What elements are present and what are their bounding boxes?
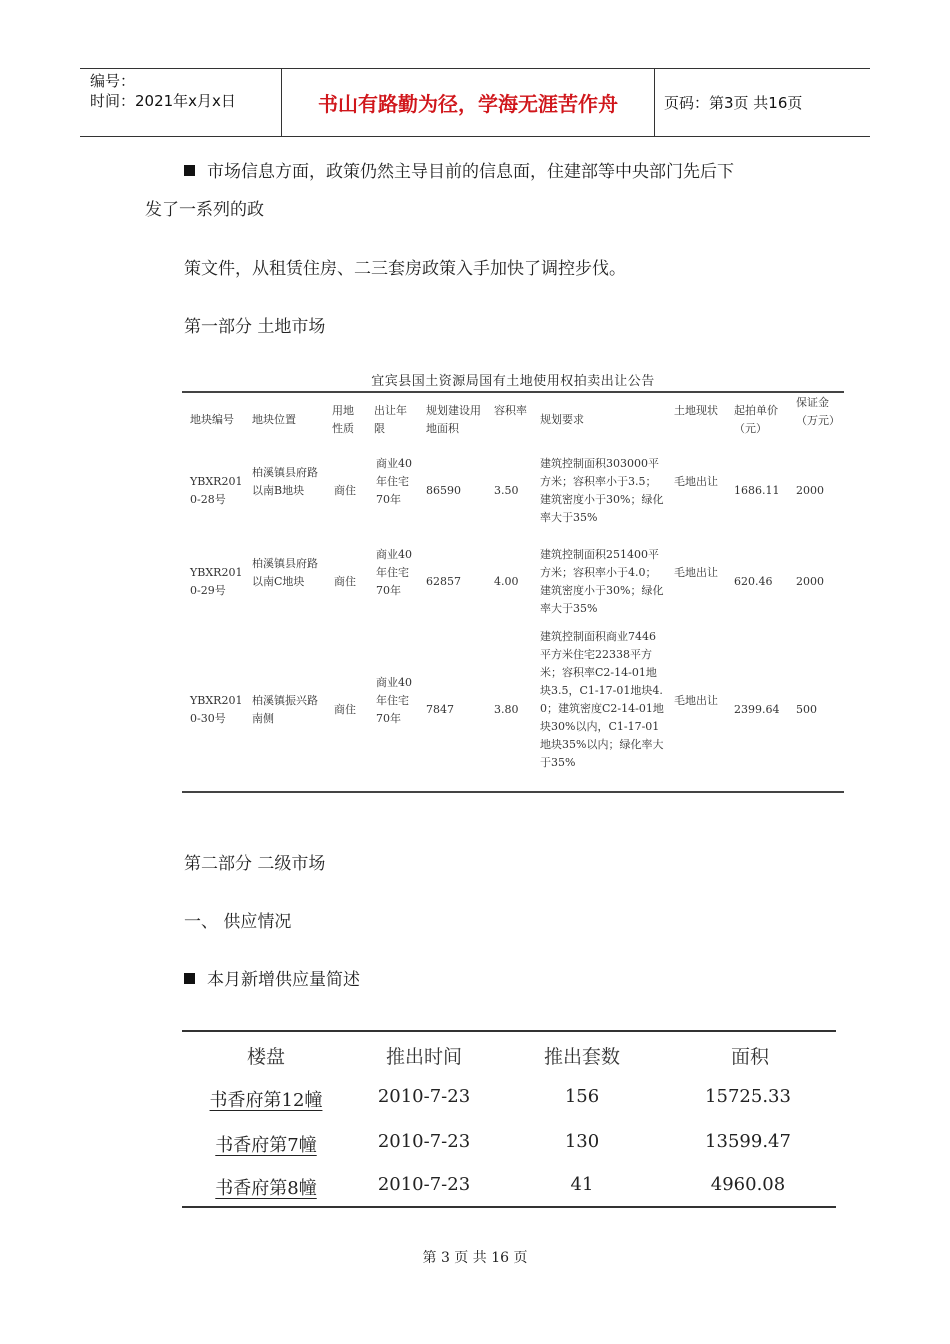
section-heading-land-market: 第一部分 土地市场 — [184, 317, 326, 337]
header-bottom-rule — [80, 136, 870, 137]
cell-land-use: 商住 — [334, 575, 356, 588]
cell-units: 156 — [564, 1086, 600, 1107]
supply-top-rule — [182, 1030, 836, 1032]
land-auction-title: 宜宾县国土资源局国有土地使用权拍卖出让公告 — [371, 374, 655, 389]
cell-launch-date: 2010-7-23 — [377, 1174, 471, 1195]
cell-plan: 建筑控制面积商业7446平方米住宅22338平方米；容积率C2-14-01地块3.5，C1-17-01地块4.0；建筑密度C2-14-01地块30%以内，C1-17-01地块35%以内；绿化率大于35% — [540, 630, 664, 769]
cell-term: 商业40年住宅70年 — [376, 548, 412, 597]
land-auction-table — [182, 362, 844, 794]
cell-start-price: 2399.64 — [734, 703, 780, 716]
cell-start-price: 620.46 — [734, 575, 773, 588]
cell-area: 4960.08 — [710, 1174, 786, 1195]
cell-far: 3.80 — [494, 703, 519, 716]
cell-term: 商业40年住宅70年 — [376, 676, 412, 725]
bullet-square-icon — [184, 165, 195, 176]
header-page-label: 页码：第3页 共16页 — [664, 94, 803, 112]
cell-plot-id: YBXR2010-28号 — [190, 475, 243, 506]
new-supply-table — [182, 1026, 836, 1212]
bullet-square-icon — [184, 973, 195, 984]
cell-far: 3.50 — [494, 484, 519, 497]
cell-launch-date: 2010-7-23 — [377, 1086, 471, 1107]
col-header-land-use: 用地性质 — [332, 404, 354, 435]
cell-status: 毛地出让 — [674, 475, 718, 488]
col-header-far: 容积率 — [494, 404, 527, 417]
cell-term: 商业40年住宅70年 — [376, 457, 412, 506]
page-footer: 第 3 页 共 16 页 — [422, 1250, 528, 1266]
cell-plan: 建筑控制面积251400平方米；容积率小于4.0；建筑密度小于30%；绿化率大于35% — [540, 548, 664, 615]
cell-deposit: 500 — [796, 703, 817, 716]
cell-location: 柏溪镇县府路以南C地块 — [252, 557, 318, 588]
paragraph-market-info-cont: 发了一系列的政 — [145, 200, 264, 220]
cell-area: 15725.33 — [705, 1086, 791, 1107]
cell-location: 柏溪镇县府路以南B地块 — [252, 466, 318, 497]
table-top-rule — [182, 391, 844, 393]
col-header-term: 出让年限 — [374, 404, 407, 435]
supply-bottom-rule — [182, 1206, 836, 1208]
cell-plan: 建筑控制面积303000平方米；容积率小于3.5；建筑密度小于30%；绿化率大于35% — [540, 457, 664, 524]
subsection-heading-supply: 一、 供应情况 — [184, 912, 292, 932]
col-header-launch-date: 推出时间 — [385, 1046, 463, 1068]
cell-location: 柏溪镇振兴路南侧 — [252, 694, 318, 725]
header-motto: 书山有路勤为径，学海无涯苦作舟 — [318, 91, 618, 116]
cell-units: 130 — [564, 1131, 600, 1152]
col-header-start-price: 起拍单价（元） — [734, 404, 778, 435]
col-header-location: 地块位置 — [252, 413, 296, 426]
cell-project: 书香府第12幢 — [209, 1090, 323, 1111]
cell-far: 4.00 — [494, 575, 519, 588]
cell-area: 13599.47 — [705, 1131, 791, 1152]
header-divider-right — [654, 68, 655, 136]
col-header-planned-area: 规划建设用地面积 — [426, 404, 481, 435]
cell-launch-date: 2010-7-23 — [377, 1131, 471, 1152]
cell-area: 86590 — [426, 484, 461, 497]
doc-date-label: 时间：2021年x月x日 — [90, 92, 236, 110]
paragraph-market-info: 市场信息方面，政策仍然主导目前的信息面，住建部等中央部门先后下 — [184, 161, 734, 183]
cell-area: 62857 — [426, 575, 461, 588]
doc-code-label: 编号： — [90, 72, 136, 90]
col-header-deposit: 保证金（万元） — [796, 396, 840, 427]
cell-land-use: 商住 — [334, 703, 356, 716]
col-header-area: 面积 — [730, 1046, 770, 1068]
cell-plot-id: YBXR2010-30号 — [190, 694, 243, 725]
cell-area: 7847 — [426, 703, 454, 716]
col-header-plot-id: 地块编号 — [190, 413, 234, 426]
cell-start-price: 1686.11 — [734, 484, 780, 497]
cell-plot-id: YBXR2010-29号 — [190, 566, 243, 597]
col-header-status: 土地现状 — [674, 404, 718, 417]
col-header-project: 楼盘 — [246, 1046, 286, 1068]
paragraph-new-supply: 本月新增供应量简述 — [184, 969, 360, 991]
section-heading-secondary-market: 第二部分 二级市场 — [184, 854, 326, 874]
cell-status: 毛地出让 — [674, 694, 718, 707]
col-header-plan: 规划要求 — [540, 413, 584, 426]
cell-units: 41 — [570, 1174, 594, 1195]
cell-land-use: 商住 — [334, 484, 356, 497]
table-bottom-rule — [182, 791, 844, 793]
cell-deposit: 2000 — [796, 575, 824, 588]
cell-deposit: 2000 — [796, 484, 824, 497]
cell-project: 书香府第7幢 — [215, 1135, 317, 1156]
cell-project: 书香府第8幢 — [215, 1178, 317, 1199]
cell-status: 毛地出让 — [674, 566, 718, 579]
col-header-units: 推出套数 — [543, 1046, 621, 1068]
paragraph-policy: 策文件，从租赁住房、二三套房政策入手加快了调控步伐。 — [184, 259, 626, 279]
